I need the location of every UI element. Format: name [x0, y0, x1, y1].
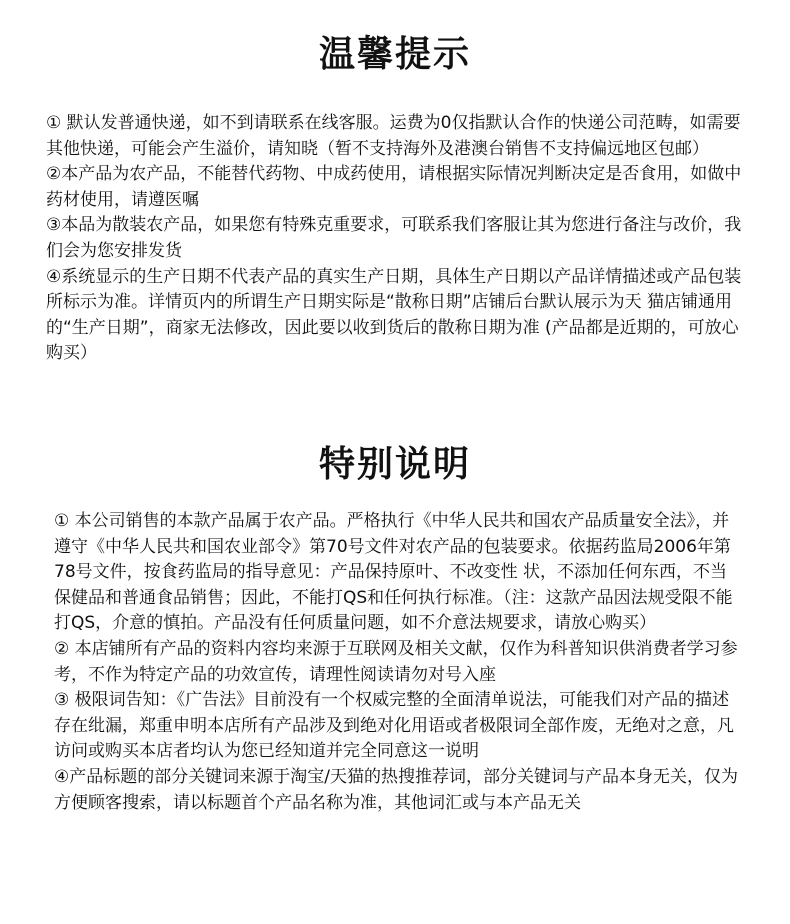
special-paragraph-2: ② 本店铺所有产品的资料内容均来源于互联网及相关文献，仅作为科普知识供消费者学习参考，不作为特定产品的功效宣传，请理性阅读请勿对号入座 — [54, 638, 738, 685]
notice-paragraph-3: ③本品为散装农产品，如果您有特殊克重要求，可联系我们客服让其为您进行备注与改价，我们会为您安排发货 — [46, 215, 742, 261]
notice-paragraph-4: ④系统显示的生产日期不代表产品的真实生产日期，具体生产日期以产品详情描述或产品包装所标示为准。详情页内的所谓生产日期实际是“散称日期”店铺后台默认展示为天 猫店铺通用的“生产日期”，商家无法修改，因此要以收到货后的散称日期为准 (产品都是近期的，可放心购买） — [46, 266, 742, 364]
special-paragraph-1: ① 本公司销售的本款产品属于农产品。严格执行《中华人民共和国农产品质量安全法》，并遵守《中华人民共和国农业部令》第70号文件对农产品的包装要求。依据药监局2006年第78号文件，按食药监局的指导意见：产品保持原叶、不改变性 状，不添加任何东西，不当保健品和普通食品销售；因此，不能打QS和任何执行标准。（注：这款产品因法规受限不能打QS，介意的慎拍。产品没有任何质量问题，如不介意法规要求，请放心购买） — [54, 511, 733, 634]
notice-section — [0, 0, 790, 420]
notice-title: 温馨提示 — [318, 33, 471, 75]
special-paragraph-4: ④产品标题的部分关键词来源于淘宝/天猫的热搜推荐词，部分关键词与产品本身无关，仅为方便顾客搜索，请以标题首个产品名称为准，其他词汇或与本产品无关 — [54, 766, 738, 813]
notice-paragraph-2: ②本产品为农产品，不能替代药物、中成药使用，请根据实际情况判断决定是否食用，如做中药材使用，请遵医嘱 — [46, 164, 742, 210]
notice-body — [46, 111, 750, 367]
notice-paragraph-1: ① 默认发普通快递，如不到请联系在线客服。运费为0仅指默认合作的快递公司范畴，如需要其他快递，可能会产生溢价，请知晓（暂不支持海外及港澳台销售不支持偏远地区包邮） — [46, 113, 741, 159]
special-title: 特别说明 — [318, 443, 471, 485]
special-section — [0, 420, 790, 924]
special-paragraph-3: ③ 极限词告知：《广告法》目前没有一个权威完整的全面清单说法，可能我们对产品的描述存在纰漏，郑重申明本店所有产品涉及到绝对化用语或者极限词全部作废，无绝对之意，凡访问或购买本店者均认为您已经知道并完全同意这一说明 — [54, 690, 734, 762]
special-body — [54, 509, 740, 816]
